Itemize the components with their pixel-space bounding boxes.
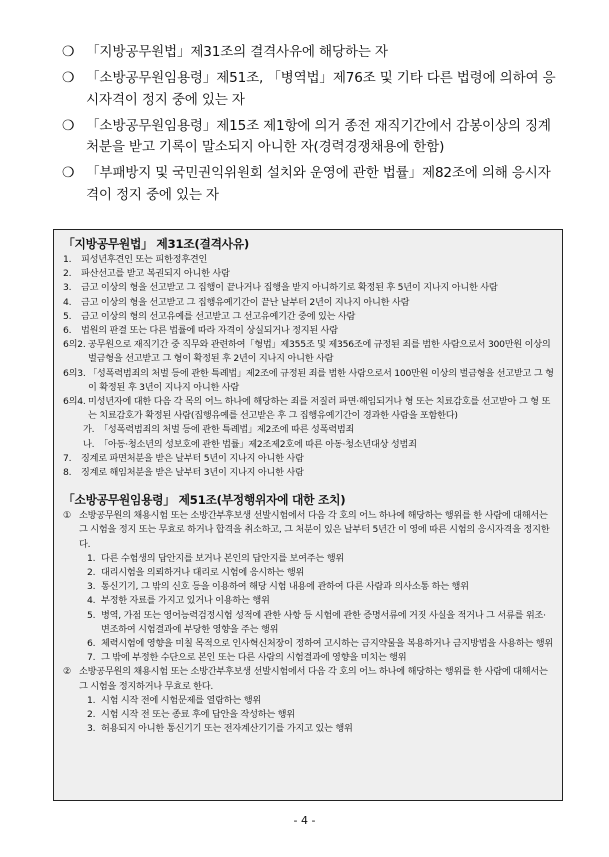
- item-text: 공무원으로 재직기간 중 직무와 관련하여「형법」제355조 및 제356조에 규정된 죄를 범한 사람으로서 300만원 이상의 벌금형을 선고받고 그 형이 확정된 후 2년이 지나지 아니한 사람: [88, 339, 551, 365]
- bullet-item: [62, 42, 562, 64]
- list-item: [63, 452, 554, 466]
- circle-bullet-icon: ❍: [62, 44, 75, 60]
- item-text: 체력시험에 영향을 미칠 목적으로 인사혁신처장이 정하여 고시하는 금지약물을 복용하거나 금지방법을 사용하는 행위: [101, 638, 554, 650]
- paragraph-item: [63, 509, 554, 552]
- bullet-text: 「소방공무원임용령」제51조, 「병역법」제76조 및 기타 다른 법령에 의하여 응시자격이 정지 중에 있는 자: [86, 70, 556, 108]
- page-number: - 4 -: [293, 814, 316, 827]
- circle-bullet-icon: ❍: [62, 70, 75, 86]
- item-number: 2.: [87, 567, 96, 579]
- paragraph-text: 소방공무원의 채용시험 또는 소방간부후보생 선발시험에서 다음 각 호의 어느 하나에 해당하는 행위를 한 사람에 대해서는 그 시험을 정지 또는 무효로 하거나 합격을 취소하고, 그 처분이 있은 날부터 5년간 이 영에 따른 시험의 응시자격을 정지한다.: [79, 510, 550, 550]
- item-number: 8.: [63, 467, 72, 479]
- item-number: 7.: [87, 652, 96, 664]
- list-item: [63, 566, 554, 580]
- list-item: [63, 651, 554, 665]
- section1-title: 「지방공무원법」 제31조(결격사유): [63, 237, 249, 251]
- bullet-text: 「소방공무원임용령」제15조 제1항에 의거 종전 재직기간에서 감봉이상의 징계처분을 받고 기록이 말소되지 아니한 자(경력경쟁채용에 한함): [86, 117, 551, 155]
- list-item: [63, 722, 554, 736]
- item-number: 2.: [87, 709, 96, 721]
- paragraph-number: ①: [63, 510, 71, 522]
- item-text: 병역, 가점 또는 영어능력검정시험 성적에 관한 사항 등 시험에 관한 증명서류에 거짓 사실을 적거나 그 서류를 위조·변조하여 시험결과에 부당한 영향을 주는 행위: [101, 609, 546, 635]
- section1-items: [63, 253, 554, 480]
- item-text: 시험 시작 전에 시험문제를 열람하는 행위: [101, 694, 261, 706]
- legal-reference-box: [53, 229, 563, 801]
- item-text: 그 밖에 부정한 수단으로 본인 또는 다른 사람의 시험결과에 영향을 미치는 행위: [101, 652, 407, 664]
- item-text: 금고 이상의 형을 선고받고 그 집행이 끝나거나 집행을 받지 아니하기로 확정된 후 5년이 지나지 아니한 사람: [81, 282, 498, 294]
- item-text: 「성폭력범죄의 처벌 등에 관한 특례법」제2조에 따른 성폭력범죄: [99, 424, 355, 436]
- item-number: 1.: [87, 694, 96, 706]
- section2-title: 「소방공무원임용령」 제51조(부정행위자에 대한 조치): [63, 493, 346, 508]
- item-number: 3.: [87, 581, 96, 593]
- item-number: 4.: [63, 296, 72, 308]
- paragraph-text: 소방공무원의 채용시험 또는 소방간부후보생 선발시험에서 다음 각 호의 어느 하나에 해당하는 행위를 한 사람에 대해서는 그 시험을 정지하거나 무효로 한다.: [79, 666, 548, 692]
- item-number: 6.: [63, 325, 72, 337]
- item-number: 7.: [63, 452, 72, 464]
- item-text: 금고 이상의 형을 선고받고 그 집행유예기간이 끝난 날부터 2년이 지나지 아니한 사람: [81, 296, 410, 308]
- sub-list-item: [63, 423, 554, 437]
- sub-list-item: [63, 438, 554, 452]
- list-item: [63, 338, 554, 366]
- list-item: [63, 580, 554, 594]
- item-text: 금고 이상의 형의 선고유예를 선고받고 그 선고유예기간 중에 있는 사람: [81, 310, 356, 322]
- bullet-item: [62, 163, 562, 206]
- item-number: 5.: [87, 609, 96, 621]
- bullet-text: 「지방공무원법」제31조의 결격사유에 해당하는 자: [86, 44, 388, 60]
- item-number: 6의2.: [63, 339, 86, 351]
- item-text: 징계로 해임처분을 받은 날부터 3년이 지나지 아니한 사람: [81, 467, 304, 479]
- list-item: [63, 637, 554, 651]
- item-text: 피성년후견인 또는 피한정후견인: [81, 254, 208, 265]
- section2-items: [63, 509, 554, 736]
- item-number: 1.: [63, 254, 72, 265]
- item-text: 징계로 파면처분을 받은 날부터 5년이 지나지 아니한 사람: [81, 452, 304, 464]
- list-item: [63, 281, 554, 295]
- item-number: 6의4.: [63, 396, 86, 408]
- list-item: [63, 253, 554, 267]
- list-item: [63, 395, 554, 423]
- item-text: 「성폭력범죄의 처벌 등에 관한 특례법」제2조에 규정된 죄를 범한 사람으로서 100만원 이상의 벌금형을 선고받고 그 형이 확정된 후 3년이 지나지 아니한 사람: [88, 367, 554, 393]
- item-text: 허용되지 아니한 통신기기 또는 전자계산기기를 가지고 있는 행위: [101, 723, 353, 735]
- item-text: 「아동·청소년의 성보호에 관한 법률」제2조제2호에 따른 아동·청소년대상 성범죄: [99, 438, 417, 450]
- list-item: [63, 609, 554, 637]
- item-text: 파산선고를 받고 복권되지 아니한 사람: [81, 268, 230, 280]
- list-item: [63, 708, 554, 722]
- item-text: 법원의 판결 또는 다른 법률에 따라 자격이 상실되거나 정지된 사람: [81, 325, 338, 337]
- eligibility-bullet-list: [62, 42, 562, 211]
- item-number: 4.: [87, 595, 96, 607]
- paragraph-item: [63, 665, 554, 693]
- circle-bullet-icon: ❍: [62, 117, 75, 134]
- item-text: 다른 수험생의 답안지를 보거나 본인의 답안지를 보여주는 행위: [101, 552, 344, 564]
- paragraph-number: ②: [63, 666, 71, 678]
- list-item: [63, 694, 554, 708]
- list-item: [63, 552, 554, 566]
- item-text: 미성년자에 대한 다음 각 목의 어느 하나에 해당하는 죄를 저질러 파면·해임되거나 형 또는 치료감호를 선고받아 그 형 또는 치료감호가 확정된 사람(집행유예를 선고받은 후 그 집행유예기간이 경과한 사람을 포함한다): [88, 396, 551, 422]
- item-text: 통신기기, 그 밖의 신호 등을 이용하여 해당 시험 내용에 관하여 다른 사람과 의사소통 하는 행위: [101, 581, 469, 593]
- list-item: [63, 310, 554, 324]
- item-text: 시험 시작 전 또는 종료 후에 답안을 작성하는 행위: [101, 709, 295, 721]
- item-number: 5.: [63, 310, 72, 322]
- item-number: 1.: [87, 552, 96, 564]
- bullet-item: [62, 68, 562, 111]
- list-item: [63, 324, 554, 338]
- item-number: 6의3.: [63, 367, 86, 379]
- list-item: [63, 466, 554, 480]
- list-item: [63, 594, 554, 608]
- list-item: [63, 267, 554, 281]
- item-number: 6.: [87, 638, 96, 650]
- item-number: 가.: [83, 424, 95, 436]
- list-item: [63, 367, 554, 395]
- list-item: [63, 296, 554, 310]
- item-number: 2.: [63, 268, 72, 280]
- bullet-text: 「부패방지 및 국민권익위원회 설치와 운영에 관한 법률」제82조에 의해 응시자격이 정지 중에 있는 자: [86, 165, 551, 203]
- item-text: 대리시험을 의뢰하거나 대리로 시험에 응시하는 행위: [101, 567, 305, 579]
- bullet-item: [62, 116, 562, 159]
- item-number: 3.: [63, 282, 72, 294]
- item-text: 부정한 자료를 가지고 있거나 이용하는 행위: [101, 595, 270, 607]
- item-number: 3.: [87, 723, 96, 735]
- circle-bullet-icon: ❍: [62, 165, 75, 181]
- item-number: 나.: [83, 438, 95, 450]
